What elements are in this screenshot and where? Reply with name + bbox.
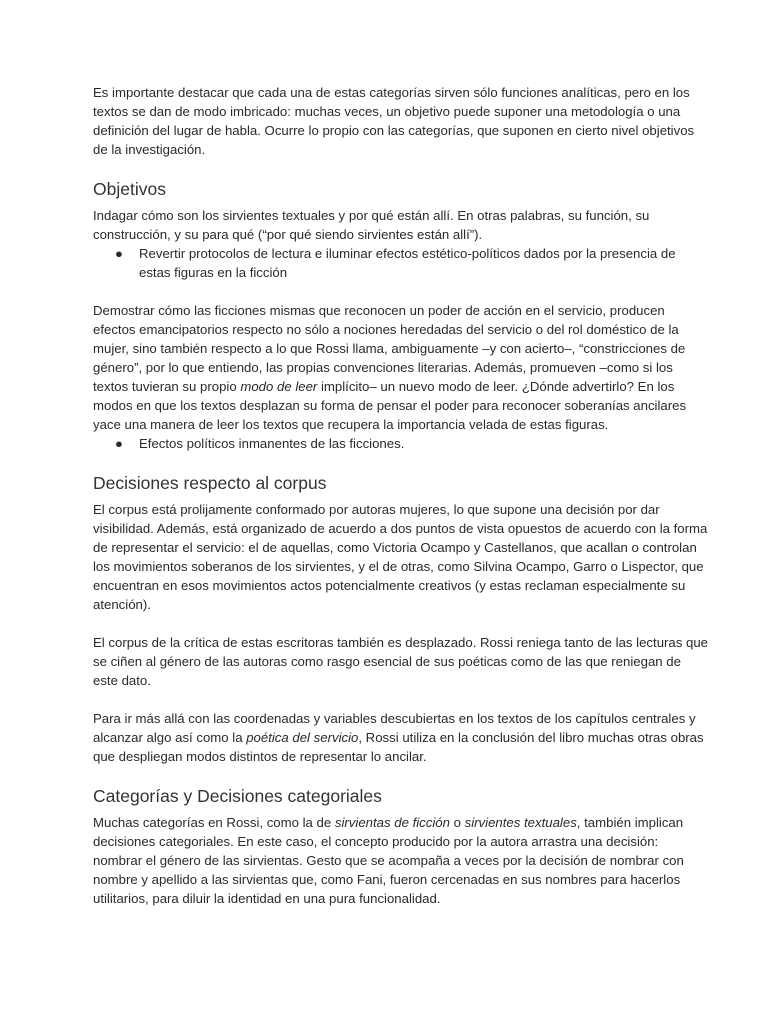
corpus-paragraph-1: El corpus está prolijamente conformado por autoras mujeres, lo que supone una decisión por dar visibilidad. Además, está organizado de acuerdo a dos puntos de vista opuestos de acuerdo con la forma de representar el servicio: el de aquellas, como Victoria Ocampo y Castellanos, que acallan o controlan los movimientos soberanos de los sirvientes, y el de otras, como Silvina Ocampo, Garro o Lispector, que encuentran en esos movimientos actos potencialmente creativos (y estas reclaman especialmente su atención). <box>93 502 708 612</box>
corpus-paragraph-2: El corpus de la crítica de estas escritoras también es desplazado. Rossi reniega tanto de las lecturas que se ciñen al género de las autoras como rasgo esencial de sus poéticas como de las que reniegan de este dato. <box>93 635 709 688</box>
bullet-text: Efectos políticos inmanentes de las ficciones. <box>139 436 405 451</box>
text-run: Demostrar cómo las ficciones mismas que reconocen un poder de acción en el servicio, producen efectos emancipatorios respecto no sólo a nociones heredadas del servicio o del rol doméstico de la mujer, sino también respecto a lo que Rossi llama, ambiguamente –y con acierto–, “constricciones de género”, por lo que entiendo, las propias convenciones literarias. Además, promueven –como si los textos tuvieran su propio <box>93 303 686 394</box>
objetivos-bullet-list-1 <box>93 244 708 282</box>
text-run: o <box>449 815 465 830</box>
heading-categorias: Categorías y Decisiones categoriales <box>93 786 382 806</box>
italic-text: modo de leer <box>240 379 318 394</box>
italic-text: sirvientas de ficción <box>334 815 450 830</box>
italic-text: poética del servicio <box>246 730 359 745</box>
categorias-paragraph <box>93 813 708 908</box>
text-run: , también implican decisiones categoriales. En este caso, el concepto producido por la autora arrastra una decisión: nombrar el género de las sirvientas. Gesto que se acompaña a veces por la decisión de nombrar con nombre y apellido a las sirvientas que, como Fani, fueron cercenadas en sus nombres para hacerlos utilitarios, para diluir la identidad en una pura funcionalidad. <box>93 815 684 906</box>
corpus-paragraph-3 <box>93 709 708 766</box>
text-run: , Rossi utiliza en la conclusión del libro muchas otras obras que despliegan modos distintos de representar lo ancilar. <box>93 730 704 764</box>
intro-paragraph: Es importante destacar que cada una de estas categorías sirven sólo funciones analíticas, pero en los textos se dan de modo imbricado: muchas veces, un objetivo puede suponer una metodología o una definición del lugar de habla. Ocurre lo propio con las categorías, que suponen en cierto nivel objetivos de la investigación. <box>93 85 695 157</box>
text-run: implícito– un nuevo modo de leer. ¿Dónde advertirlo? En los modos en que los textos desplazan su forma de pensar el poder para reconocer soberanías ancilares yace una manera de leer los textos que recupera la importancia velada de estas figuras. <box>93 379 687 432</box>
list-item <box>93 434 708 453</box>
bullet-icon: ● <box>115 436 123 451</box>
heading-objetivos: Objetivos <box>93 179 166 199</box>
list-item <box>93 244 708 282</box>
objetivos-bullet-list-2 <box>93 434 708 453</box>
bullet-icon: ● <box>115 246 123 261</box>
bullet-text: Revertir protocolos de lectura e iluminar efectos estético-políticos dados por la presencia de estas figuras en la ficción <box>139 246 676 280</box>
text-run: Muchas categorías en Rossi, como la de <box>93 815 335 830</box>
objetivos-paragraph-2 <box>93 301 708 434</box>
objetivos-paragraph: Indagar cómo son los sirvientes textuales y por qué están allí. En otras palabras, su función, su construcción, y su para qué (“por qué siendo sirvientes están allí”). <box>93 208 650 242</box>
heading-corpus: Decisiones respecto al corpus <box>93 473 327 493</box>
italic-text: sirvientes textuales <box>464 815 577 830</box>
text-run: Para ir más allá con las coordenadas y variables descubiertas en los textos de los capítulos centrales y alcanzar algo así como la <box>93 711 696 745</box>
